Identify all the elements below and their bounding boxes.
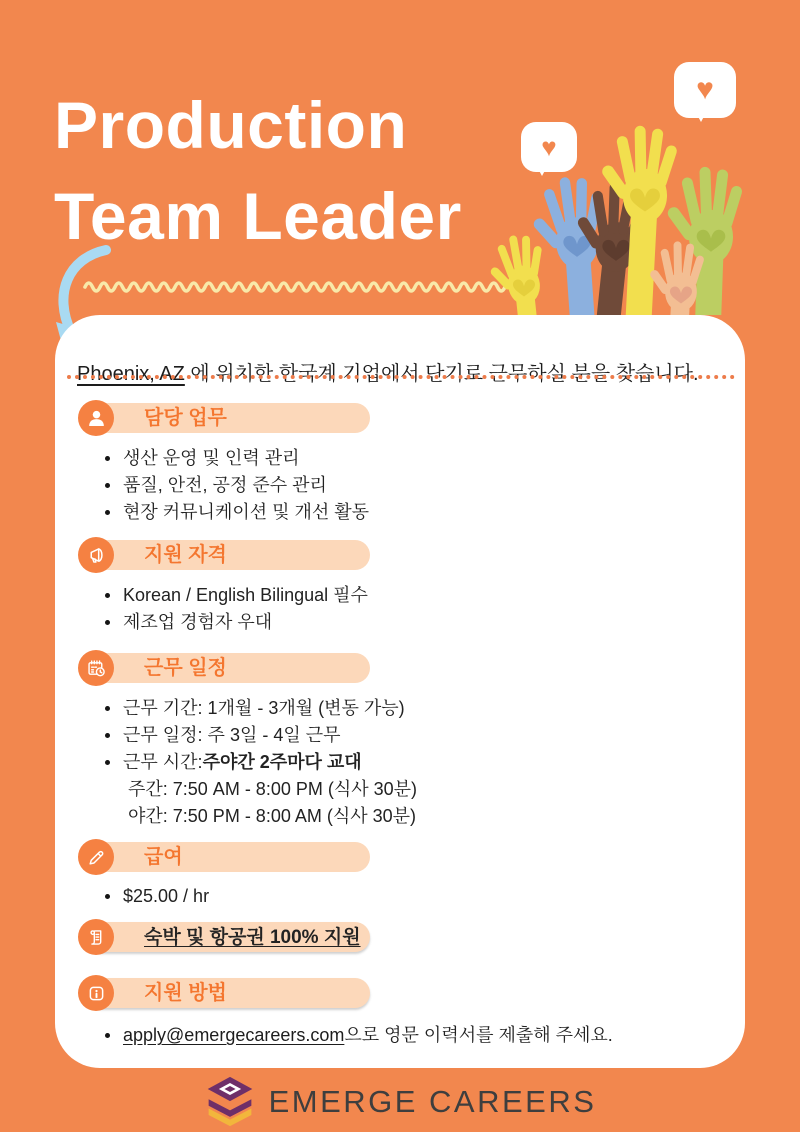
list-item: 현장 커뮤니케이션 및 개선 활동 — [105, 499, 369, 526]
section-header-qualifications — [88, 540, 370, 570]
emerge-careers-logo-icon — [204, 1074, 256, 1130]
megaphone-icon — [78, 537, 114, 573]
pay-list — [105, 883, 209, 910]
heart-bubble — [521, 122, 577, 172]
apply-email-link[interactable]: apply@emergecareers.com — [123, 1025, 345, 1045]
section-title: 근무 일정 — [144, 657, 227, 679]
shift-prefix: 근무 시간: — [123, 752, 203, 772]
dotted-divider — [67, 375, 735, 379]
info-icon — [78, 975, 114, 1011]
hand-yellow-small — [485, 232, 561, 315]
raised-hands-illustration — [468, 108, 763, 315]
calendar-clock-icon — [78, 650, 114, 686]
list-item — [105, 749, 417, 776]
footer-brand — [0, 1072, 800, 1132]
heart-bubble — [674, 62, 736, 118]
list-item: 근무 기간: 1개월 - 3개월 (변동 가능) — [105, 695, 417, 722]
intro-text — [77, 357, 699, 386]
title-line-2: Team Leader — [54, 179, 462, 253]
location-text: Phoenix, AZ — [77, 363, 185, 385]
section-title: 지원 자격 — [144, 544, 227, 566]
duties-list — [105, 445, 369, 526]
list-item — [105, 1022, 613, 1049]
heart-icon: ♥ — [696, 73, 714, 106]
brand-name: EMERGE CAREERS — [268, 1084, 597, 1119]
section-header-schedule — [88, 653, 370, 683]
shift-bold: 주야간 2주마다 교대 — [202, 752, 362, 772]
night-shift-line: 야간: 7:50 PM - 8:00 AM (식사 30분) — [128, 806, 417, 826]
section-header-duties — [88, 403, 370, 433]
person-icon — [78, 400, 114, 436]
section-header-pay — [88, 842, 370, 872]
pencil-icon — [78, 839, 114, 875]
section-title: 담당 업무 — [144, 407, 227, 429]
page-title — [54, 80, 462, 262]
heart-icon: ♥ — [541, 132, 557, 162]
title-line-1: Production — [54, 88, 408, 162]
list-item: Korean / English Bilingual 필수 — [105, 582, 368, 609]
apply-list — [105, 1022, 613, 1049]
section-title: 지원 방법 — [144, 982, 227, 1004]
list-item: 품질, 안전, 공정 준수 관리 — [105, 472, 369, 499]
list-item: 생산 운영 및 인력 관리 — [105, 445, 369, 472]
content-card — [55, 315, 745, 1068]
section-header-apply — [88, 978, 370, 1008]
apply-rest: 으로 영문 이력서를 제출해 주세요. — [344, 1025, 613, 1045]
day-shift-line: 주간: 7:50 AM - 8:00 PM (식사 30분) — [128, 779, 418, 799]
list-item: 제조업 경험자 우대 — [105, 609, 368, 636]
scroll-icon — [78, 919, 114, 955]
list-item: $25.00 / hr — [105, 883, 209, 910]
schedule-list — [105, 695, 417, 830]
qualifications-list — [105, 582, 368, 636]
section-title: 급여 — [144, 846, 183, 868]
list-item: 근무 일정: 주 3일 - 4일 근무 — [105, 722, 417, 749]
housing-title: 숙박 및 항공권 100% 지원 — [144, 927, 361, 948]
section-header-housing — [88, 922, 370, 952]
intro-rest: 에 위치한 한국계 기업에서 단기로 근무하실 분을 찾습니다. — [184, 363, 699, 385]
